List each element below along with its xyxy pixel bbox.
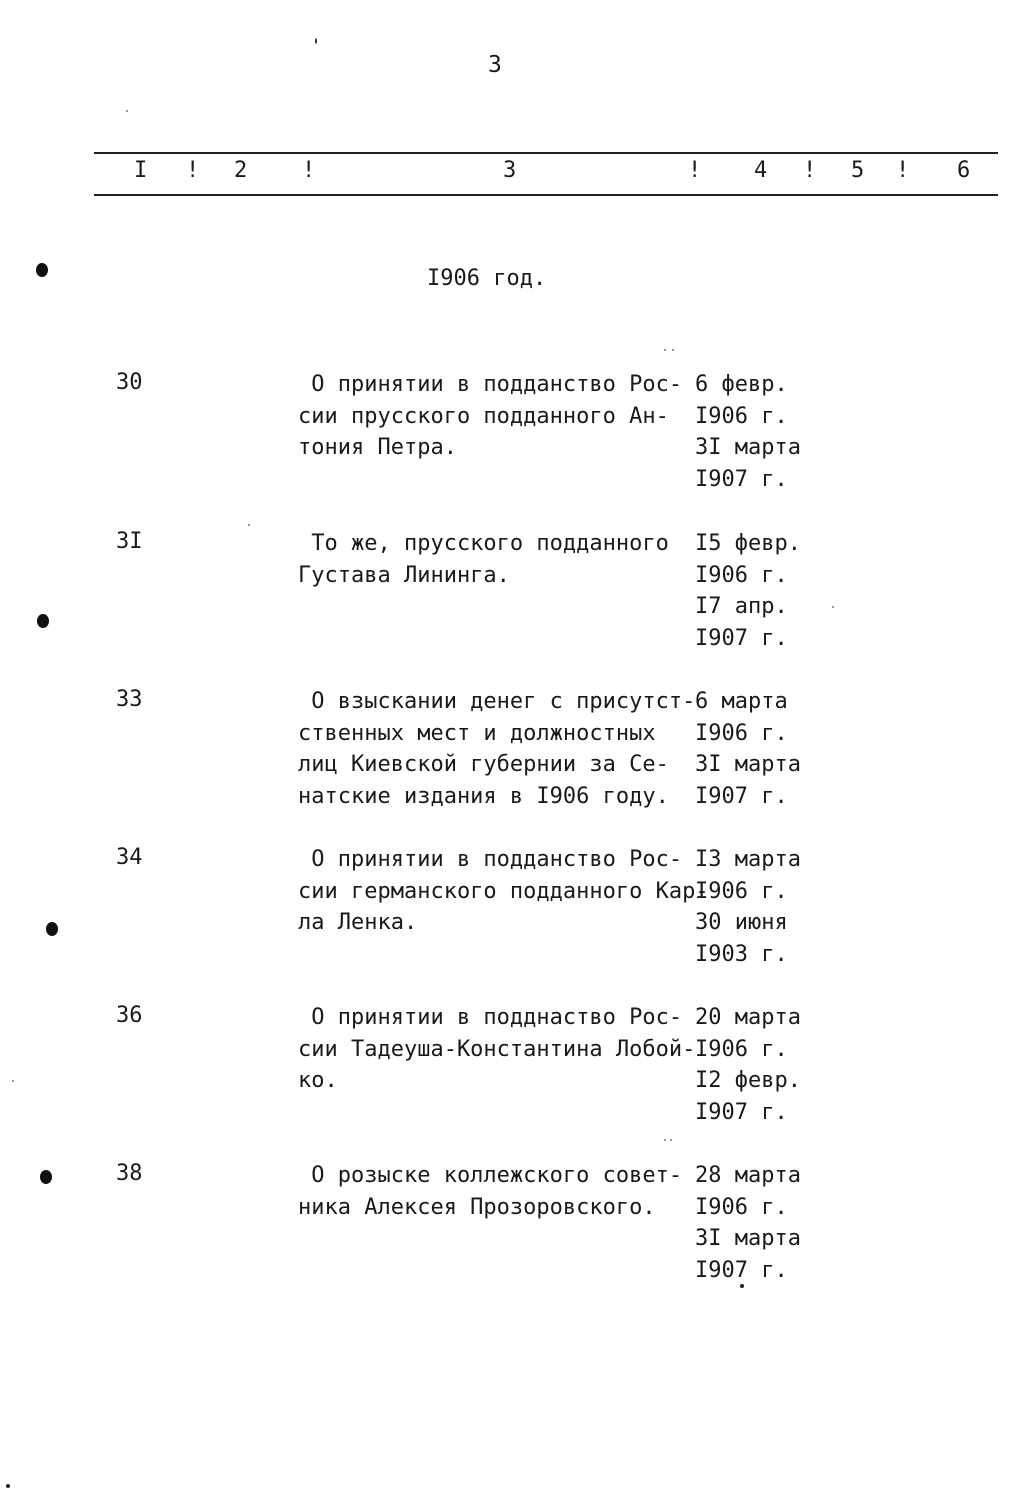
entry-description: О принятии в подданство Рос- сии германского подданного Кар- ла Ленка.	[298, 847, 709, 935]
col-header-6: 6	[957, 158, 971, 183]
entry-description: О принятии в подднaство Рос- сии Тадеуша-Константина Лобой- ко.	[298, 1005, 696, 1093]
speck	[740, 1284, 744, 1288]
entry-number: 33	[116, 687, 143, 712]
entry-description: О взыскании денег с присутст- ственных мест и должностных лиц Киевской губернии за Се- натские издания в I906 году.	[298, 689, 696, 809]
entry-dates: 6 марта I906 г. 3I марта I907 г.	[695, 689, 801, 809]
punch-hole	[36, 263, 48, 277]
col-separator: !	[186, 158, 200, 183]
entry-number: 30	[116, 370, 143, 395]
entry-dates: 6 февр. I906 г. 3I марта I907 г.	[695, 372, 801, 492]
speck	[126, 110, 128, 112]
entry-dates: 20 марта I906 г. I2 февр. I907 г.	[695, 1005, 801, 1125]
col-separator: !	[896, 158, 910, 183]
header-rule-top	[94, 152, 998, 154]
col-header-3: 3	[503, 158, 517, 183]
entry-number: 38	[116, 1161, 143, 1186]
col-header-1: I	[134, 158, 148, 183]
speck	[672, 349, 674, 351]
entry-description: О принятии в подданство Рос- сии прусского подданного Ан- тония Петра.	[298, 372, 683, 460]
header-rule-bottom	[94, 194, 998, 196]
col-header-5: 5	[851, 158, 865, 183]
speck	[832, 606, 834, 608]
entry-number: 34	[116, 845, 143, 870]
punch-hole	[46, 922, 58, 936]
col-separator: !	[302, 158, 316, 183]
speck	[12, 1080, 14, 1082]
entry-number: 3I	[116, 529, 143, 554]
entry-dates: 28 марта I906 г. 3I марта I907 г.	[695, 1163, 801, 1283]
entry-dates: I5 февр. I906 г. I7 апр. I907 г.	[695, 531, 801, 651]
col-separator: !	[688, 158, 702, 183]
speck	[670, 1139, 672, 1141]
speck	[248, 524, 250, 526]
punch-hole	[40, 1170, 52, 1184]
col-header-2: 2	[234, 158, 248, 183]
entry-description: О розыске коллежского совет- ника Алексея Прозоровского.	[298, 1163, 683, 1220]
speck	[664, 349, 666, 351]
year-heading: I906 год.	[427, 266, 547, 291]
punch-hole	[37, 614, 49, 628]
col-separator: !	[803, 158, 817, 183]
entry-number: 36	[116, 1003, 143, 1028]
speck	[6, 1484, 10, 1488]
entry-description: То же, прусского подданного Густава Лининга.	[298, 531, 669, 588]
speck	[664, 1139, 666, 1141]
speck	[315, 38, 317, 44]
entry-dates: I3 марта I906 г. 30 июня I903 г.	[695, 847, 801, 967]
page-number: 3	[488, 52, 502, 78]
col-header-4: 4	[754, 158, 768, 183]
